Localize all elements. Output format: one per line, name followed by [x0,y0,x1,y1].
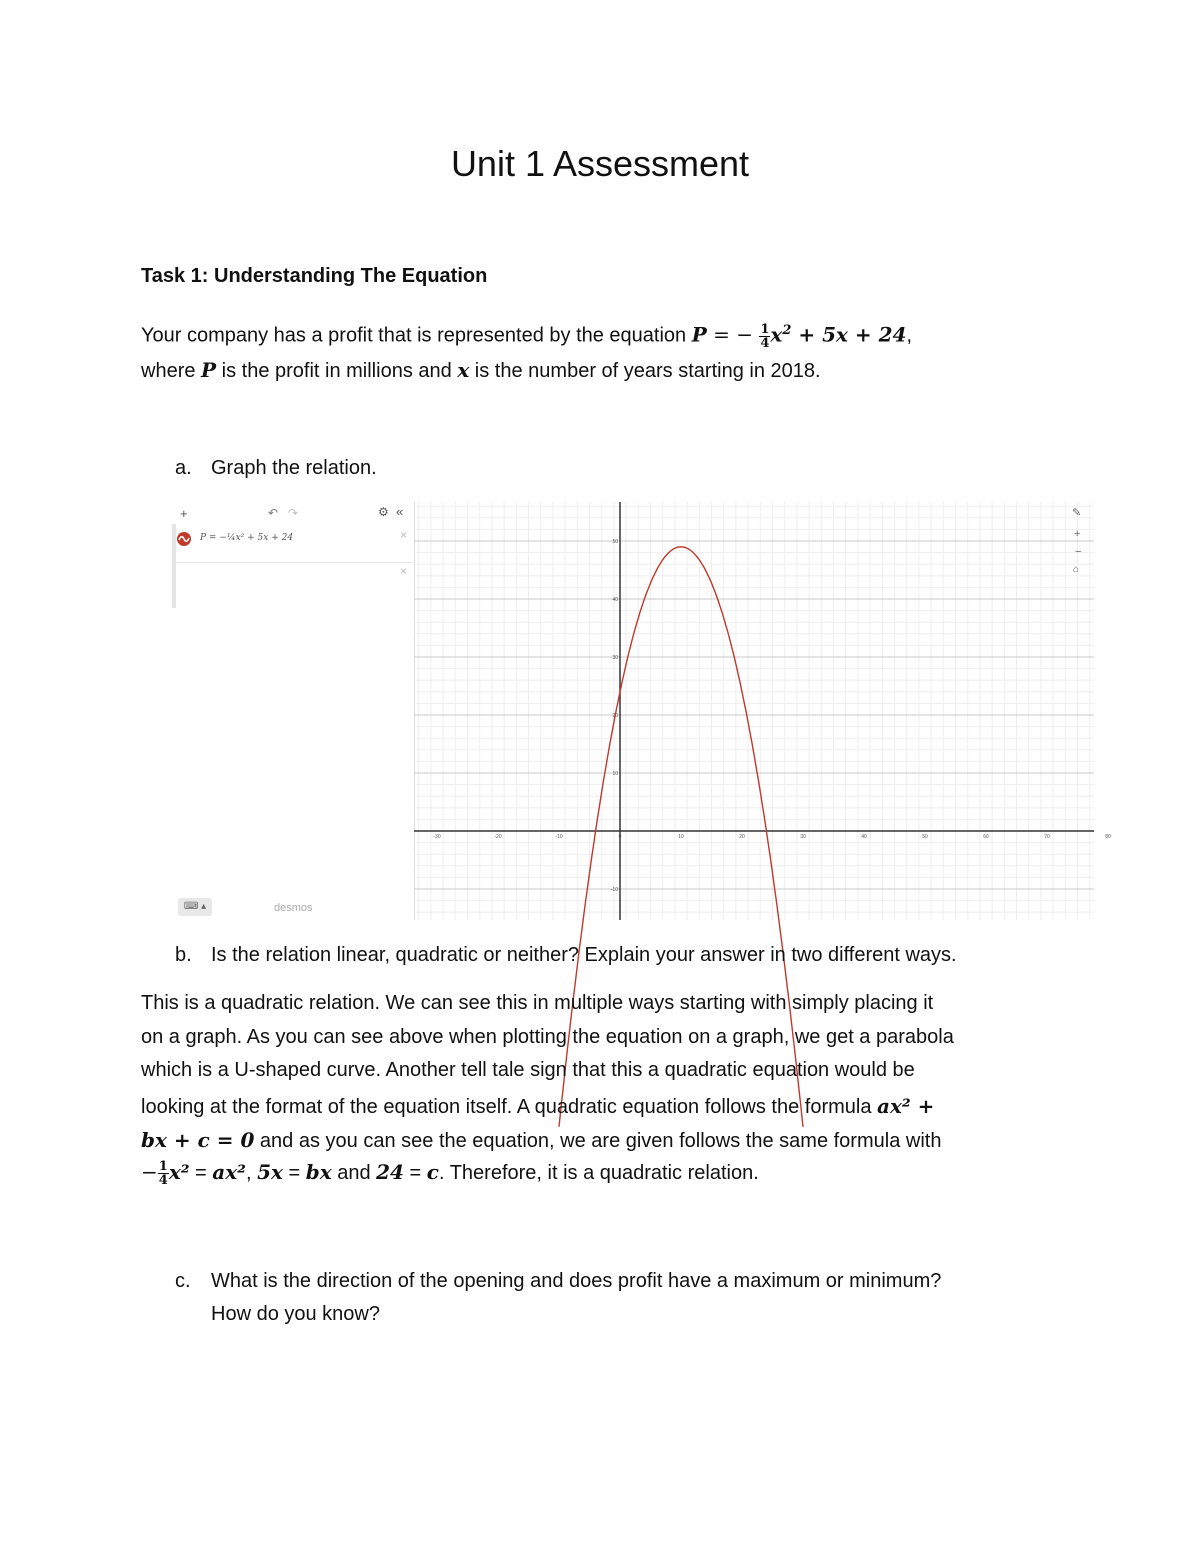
expression-panel [172,502,415,920]
x-tick-label: 0 [618,834,622,840]
var-p: P [201,358,217,382]
x-tick-label: -30 [433,834,441,840]
y-tick-label: 40 [612,597,618,603]
x-tick-label: 20 [739,834,745,840]
equation-p: P [691,322,707,347]
equation-equals-minus: = − [706,322,760,347]
graph-color-icon [176,531,192,547]
home-icon: ⌂ [1073,564,1080,575]
formula-part-1: ax² + [877,1094,935,1118]
answer-b-text-4: looking at the format of the equation itself. A quadratic equation follows the formula [141,1096,878,1118]
comma-1: , [245,1162,258,1184]
question-b-label: b. [175,944,192,966]
collapse-panel-icon: « [396,504,404,519]
x-tick-label: 80 [1105,834,1111,840]
where-text: where [141,360,202,382]
question-a-text: Graph the relation. [211,457,377,479]
x-tick-label: -20 [494,834,502,840]
intro-text: Your company has a profit that is represented by the equation [141,324,692,347]
desmos-toolbar [172,502,414,524]
x-tick-label: 70 [1044,834,1050,840]
graph-area [414,502,1111,920]
answer-b-line-4 [141,1094,934,1119]
answer-b-line-5 [141,1128,941,1153]
question-c [175,1270,941,1293]
y-tick-label: 30 [612,655,618,661]
var-x: x [457,358,470,382]
zoom-out-icon: − [1075,546,1082,558]
answer-fraction [158,1160,169,1187]
y-tick-label: -10 [610,887,618,893]
zoom-in-icon: + [1074,528,1081,540]
equation-tail: + 5x + 24 [791,322,907,347]
answer-b-conclusion: . Therefore, it is a quadratic relation. [438,1162,759,1184]
x-tick-label: 30 [800,834,806,840]
add-expression-icon: + [180,506,188,521]
term-x2: x² [168,1160,190,1184]
question-a-label: a. [175,457,192,479]
answer-b-line-2: on a graph. As you can see above when plotting the equation on a graph, we get a parabola [141,1026,954,1048]
y-tick-label: 10 [612,771,618,777]
minus-sign: − [141,1160,158,1184]
question-a [175,457,377,480]
end-text: is the number of years starting in 2018. [469,360,821,382]
mid-text: is the profit in millions and [216,360,458,382]
intro-line-1 [141,318,912,350]
equation-exponent: 2 [782,323,792,338]
term-5x: 5x [257,1160,283,1184]
y-tick-label: 20 [612,713,618,719]
y-tick-label: 50 [612,539,618,545]
question-b-text: Is the relation linear, quadratic or neither? Explain your answer in two different ways. [211,944,957,966]
equation-x: x [770,322,783,347]
x-tick-label: 60 [983,834,989,840]
wrench-icon: ✎ [1072,507,1082,519]
answer-b-line-6 [141,1160,759,1187]
question-b [175,944,957,967]
fraction-denominator: 4 [760,335,770,351]
equation-comma: , [906,324,913,347]
answer-fraction-numerator: 1 [158,1159,168,1175]
question-c-text-1: What is the direction of the opening and does profit have a maximum or minimum? [211,1270,942,1292]
x-tick-label: -10 [555,834,563,840]
x-tick-label: 10 [678,834,684,840]
equation-fraction [759,323,770,350]
fraction-numerator: 1 [760,321,770,337]
desmos-logo: desmos [274,902,313,914]
task-heading: Task 1: Understanding The Equation [141,265,488,287]
x-tick-label: 50 [922,834,928,840]
expression-text: P = −¼x² + 5x + 24 [200,533,294,543]
desmos-graph-screenshot [172,502,1111,920]
answer-b-text-5: and as you can see the equation, we are given follows the same formula with [254,1130,942,1152]
formula-part-2: bx + c = 0 [141,1128,255,1152]
graph-canvas [414,502,1111,920]
answer-b-line-3: which is a U-shaped curve. Another tell tale sign that this a quadratic equation would be [141,1059,915,1081]
empty-expression-row [176,562,412,596]
answer-fraction-denominator: 4 [158,1173,168,1189]
and-text: and [331,1162,377,1184]
intro-line-2 [141,357,821,384]
undo-icon: ↶ [268,506,279,520]
delete-expression-icon: × [400,528,408,542]
equals-2: = [282,1162,306,1184]
equals-1: = [189,1162,213,1184]
question-c-line-2: How do you know? [211,1303,380,1325]
equals-3: = [403,1162,427,1184]
term-c: c [426,1160,439,1184]
term-bx: bx [305,1160,332,1184]
question-c-label: c. [175,1270,191,1292]
expression-gutter [172,524,176,608]
settings-icon: ⚙ [378,505,389,519]
delete-empty-expression-icon: × [400,564,408,578]
redo-icon: ↷ [288,506,299,520]
x-tick-label: 40 [861,834,867,840]
term-24: 24 [376,1160,404,1184]
answer-b-line-1: This is a quadratic relation. We can see this in multiple ways starting with simply placing it [141,992,934,1014]
page-title: Unit 1 Assessment [450,143,750,184]
expression-row [176,528,412,563]
term-ax2: ax² [212,1160,246,1184]
keyboard-icon: ⌨ ▴ [178,898,212,916]
